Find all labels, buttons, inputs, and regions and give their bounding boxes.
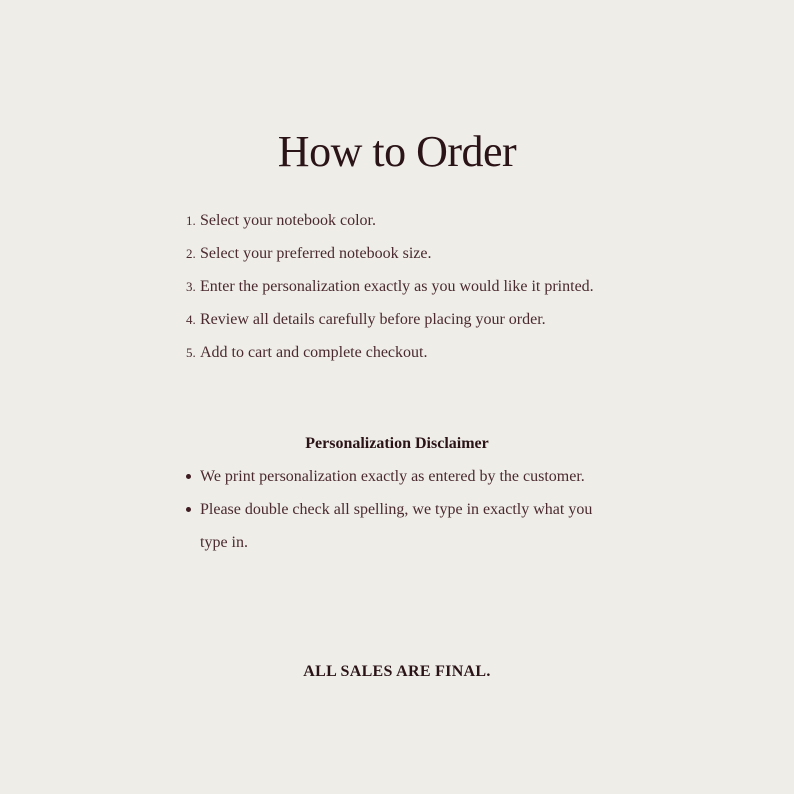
bullet-dot-icon (186, 474, 191, 479)
order-steps-list (186, 204, 636, 369)
order-step (186, 270, 636, 303)
step-text: Add to cart and complete checkout. (200, 343, 428, 361)
step-text: Review all details carefully before placing your order. (200, 310, 546, 328)
disclaimer-text: We print personalization exactly as entered by the customer. (200, 468, 585, 485)
step-number: 4. (186, 311, 196, 327)
step-number: 2. (186, 245, 196, 261)
disclaimer-heading: Personalization Disclaimer (305, 435, 489, 452)
step-text: Enter the personalization exactly as you would like it printed. (200, 277, 594, 295)
disclaimer-item (186, 460, 616, 493)
order-step (186, 303, 636, 336)
disclaimer-list (186, 460, 616, 559)
order-step (186, 237, 636, 270)
page-title: How to Order (277, 127, 517, 176)
step-text: Select your notebook color. (200, 211, 376, 229)
step-number: 5. (186, 344, 196, 360)
disclaimer-item (186, 493, 616, 559)
step-number: 3. (186, 278, 196, 294)
step-text: Select your preferred notebook size. (200, 244, 432, 262)
step-number: 1. (186, 212, 196, 228)
bullet-dot-icon (186, 507, 191, 512)
order-step (186, 204, 636, 237)
disclaimer-text: Please double check all spelling, we type in exactly what you type in. (200, 501, 593, 551)
order-step (186, 336, 636, 369)
final-sale-notice: ALL SALES ARE FINAL. (303, 663, 491, 680)
